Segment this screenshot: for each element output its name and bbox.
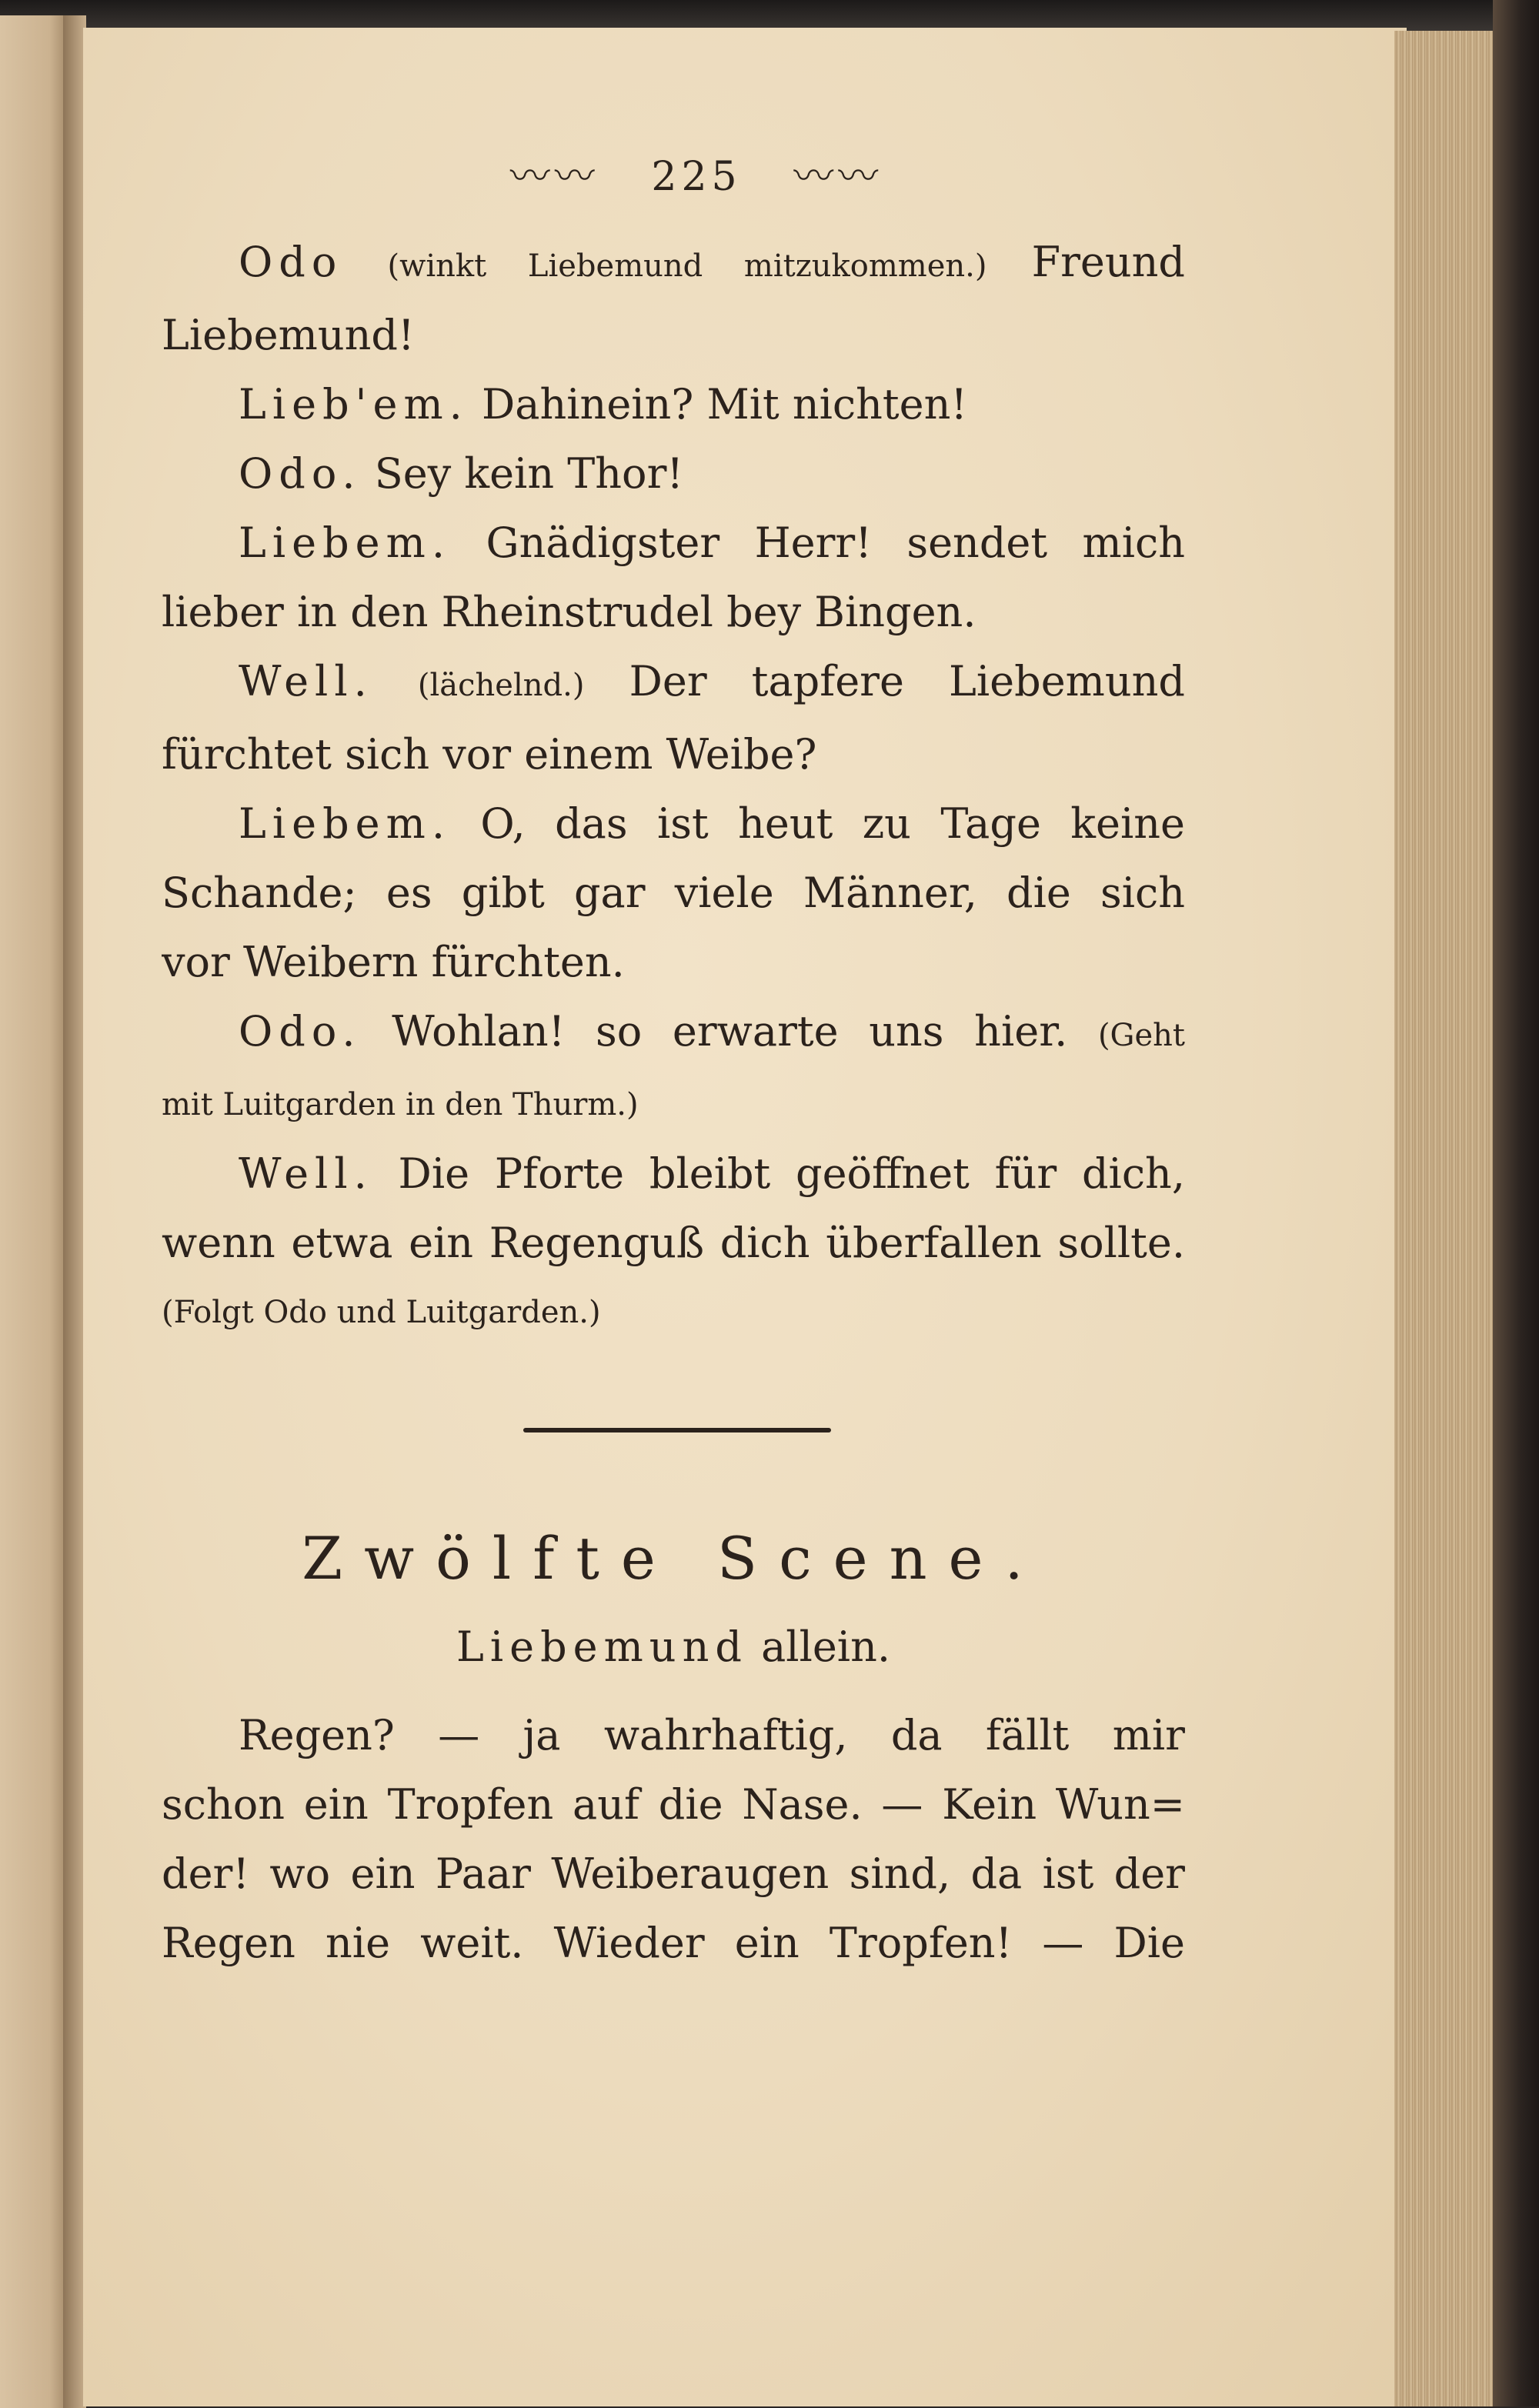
dialogue-text: Sey kein Thor! <box>374 449 684 498</box>
page-text <box>162 154 1185 1978</box>
dialogue-line <box>162 439 1185 509</box>
dialogue-continuation: vor Weibern fürchten. <box>162 938 625 986</box>
scene-line: Regen nie weit. Wieder ein Tropfen! — Die <box>162 1919 1185 1967</box>
dialogue-line <box>162 228 1185 301</box>
page-number: 225 <box>651 154 742 200</box>
speaker-name: Liebem. <box>239 799 451 848</box>
scene-title: Zwölfte Scene. <box>302 1524 1045 1593</box>
stage-direction: (lächelnd.) <box>417 668 585 703</box>
facing-page-edge <box>0 15 71 2408</box>
speaker-name: Well. <box>239 657 373 705</box>
dialogue-text: Dahinein? Mit nichten! <box>482 380 968 429</box>
stage-direction-continuation: mit Luitgarden in den Thurm.) <box>162 1087 639 1122</box>
dialogue-text: O, das ist heut zu Tage keine <box>480 799 1185 848</box>
page-header <box>208 154 1185 228</box>
dialogue-line <box>162 1139 1185 1209</box>
dialogue-line <box>162 789 1185 859</box>
scene-line: der! wo ein Paar Weiberaugen sind, da ist der <box>162 1849 1185 1898</box>
scene-line: schon ein Tropfen auf die Nase. — Kein Wun= <box>162 1780 1185 1829</box>
page-edges-stack <box>1394 31 1494 2406</box>
dialogue-continuation: Liebemund! <box>162 311 415 359</box>
stage-direction: (winkt Liebemund mitzukommen.) <box>387 248 987 284</box>
speaker-name: Lieb'em. <box>239 380 469 429</box>
dialogue-line <box>162 509 1185 578</box>
speaker-name: Odo. <box>239 1007 362 1056</box>
dialogue-line <box>162 997 1185 1070</box>
header-ornament-right: 〰〰 <box>793 154 883 200</box>
scene-line: Regen? — ja wahrhaftig, da fällt mir <box>239 1711 1185 1759</box>
dialogue-text: Der tapfere Liebemund <box>629 657 1185 705</box>
speaker-name: Odo. <box>239 449 362 498</box>
scene-subtitle-rest: allein. <box>761 1623 891 1671</box>
dialogue-continuation: fürchtet sich vor einem Weibe? <box>162 730 817 779</box>
speaker-name: Liebem. <box>239 519 451 567</box>
dialogue-continuation: Schande; es gibt gar viele Männer, die sich <box>162 869 1185 917</box>
dialogue-line <box>162 647 1185 720</box>
book-cover-right <box>1493 0 1539 2406</box>
dialogue-text: Freund <box>1031 238 1185 286</box>
speaker-name: Well. <box>239 1149 373 1198</box>
dialogue-text: Wohlan! so erwarte uns hier. <box>392 1007 1068 1056</box>
dialogue-continuation: lieber in den Rheinstrudel bey Bingen. <box>162 588 976 636</box>
book-cover-top <box>0 0 1539 31</box>
section-divider <box>162 1347 1185 1509</box>
dialogue-continuation: wenn etwa ein Regenguß dich überfallen sollte. <box>162 1219 1185 1267</box>
dialogue-line <box>162 370 1185 439</box>
stage-direction-continuation: (Folgt Odo und Luitgarden.) <box>162 1295 601 1330</box>
stage-direction: (Geht <box>1097 1018 1185 1053</box>
scene-character: Liebemund <box>456 1623 748 1671</box>
speaker-name: Odo <box>239 238 343 286</box>
scene-subtitle <box>162 1609 1185 1701</box>
dialogue-text: Die Pforte bleibt geöffnet für dich, <box>398 1149 1185 1198</box>
divider-rule <box>523 1428 831 1432</box>
dialogue-text: Gnädigster Herr! sendet mich <box>486 519 1185 567</box>
header-ornament-left: 〰〰 <box>509 154 599 200</box>
